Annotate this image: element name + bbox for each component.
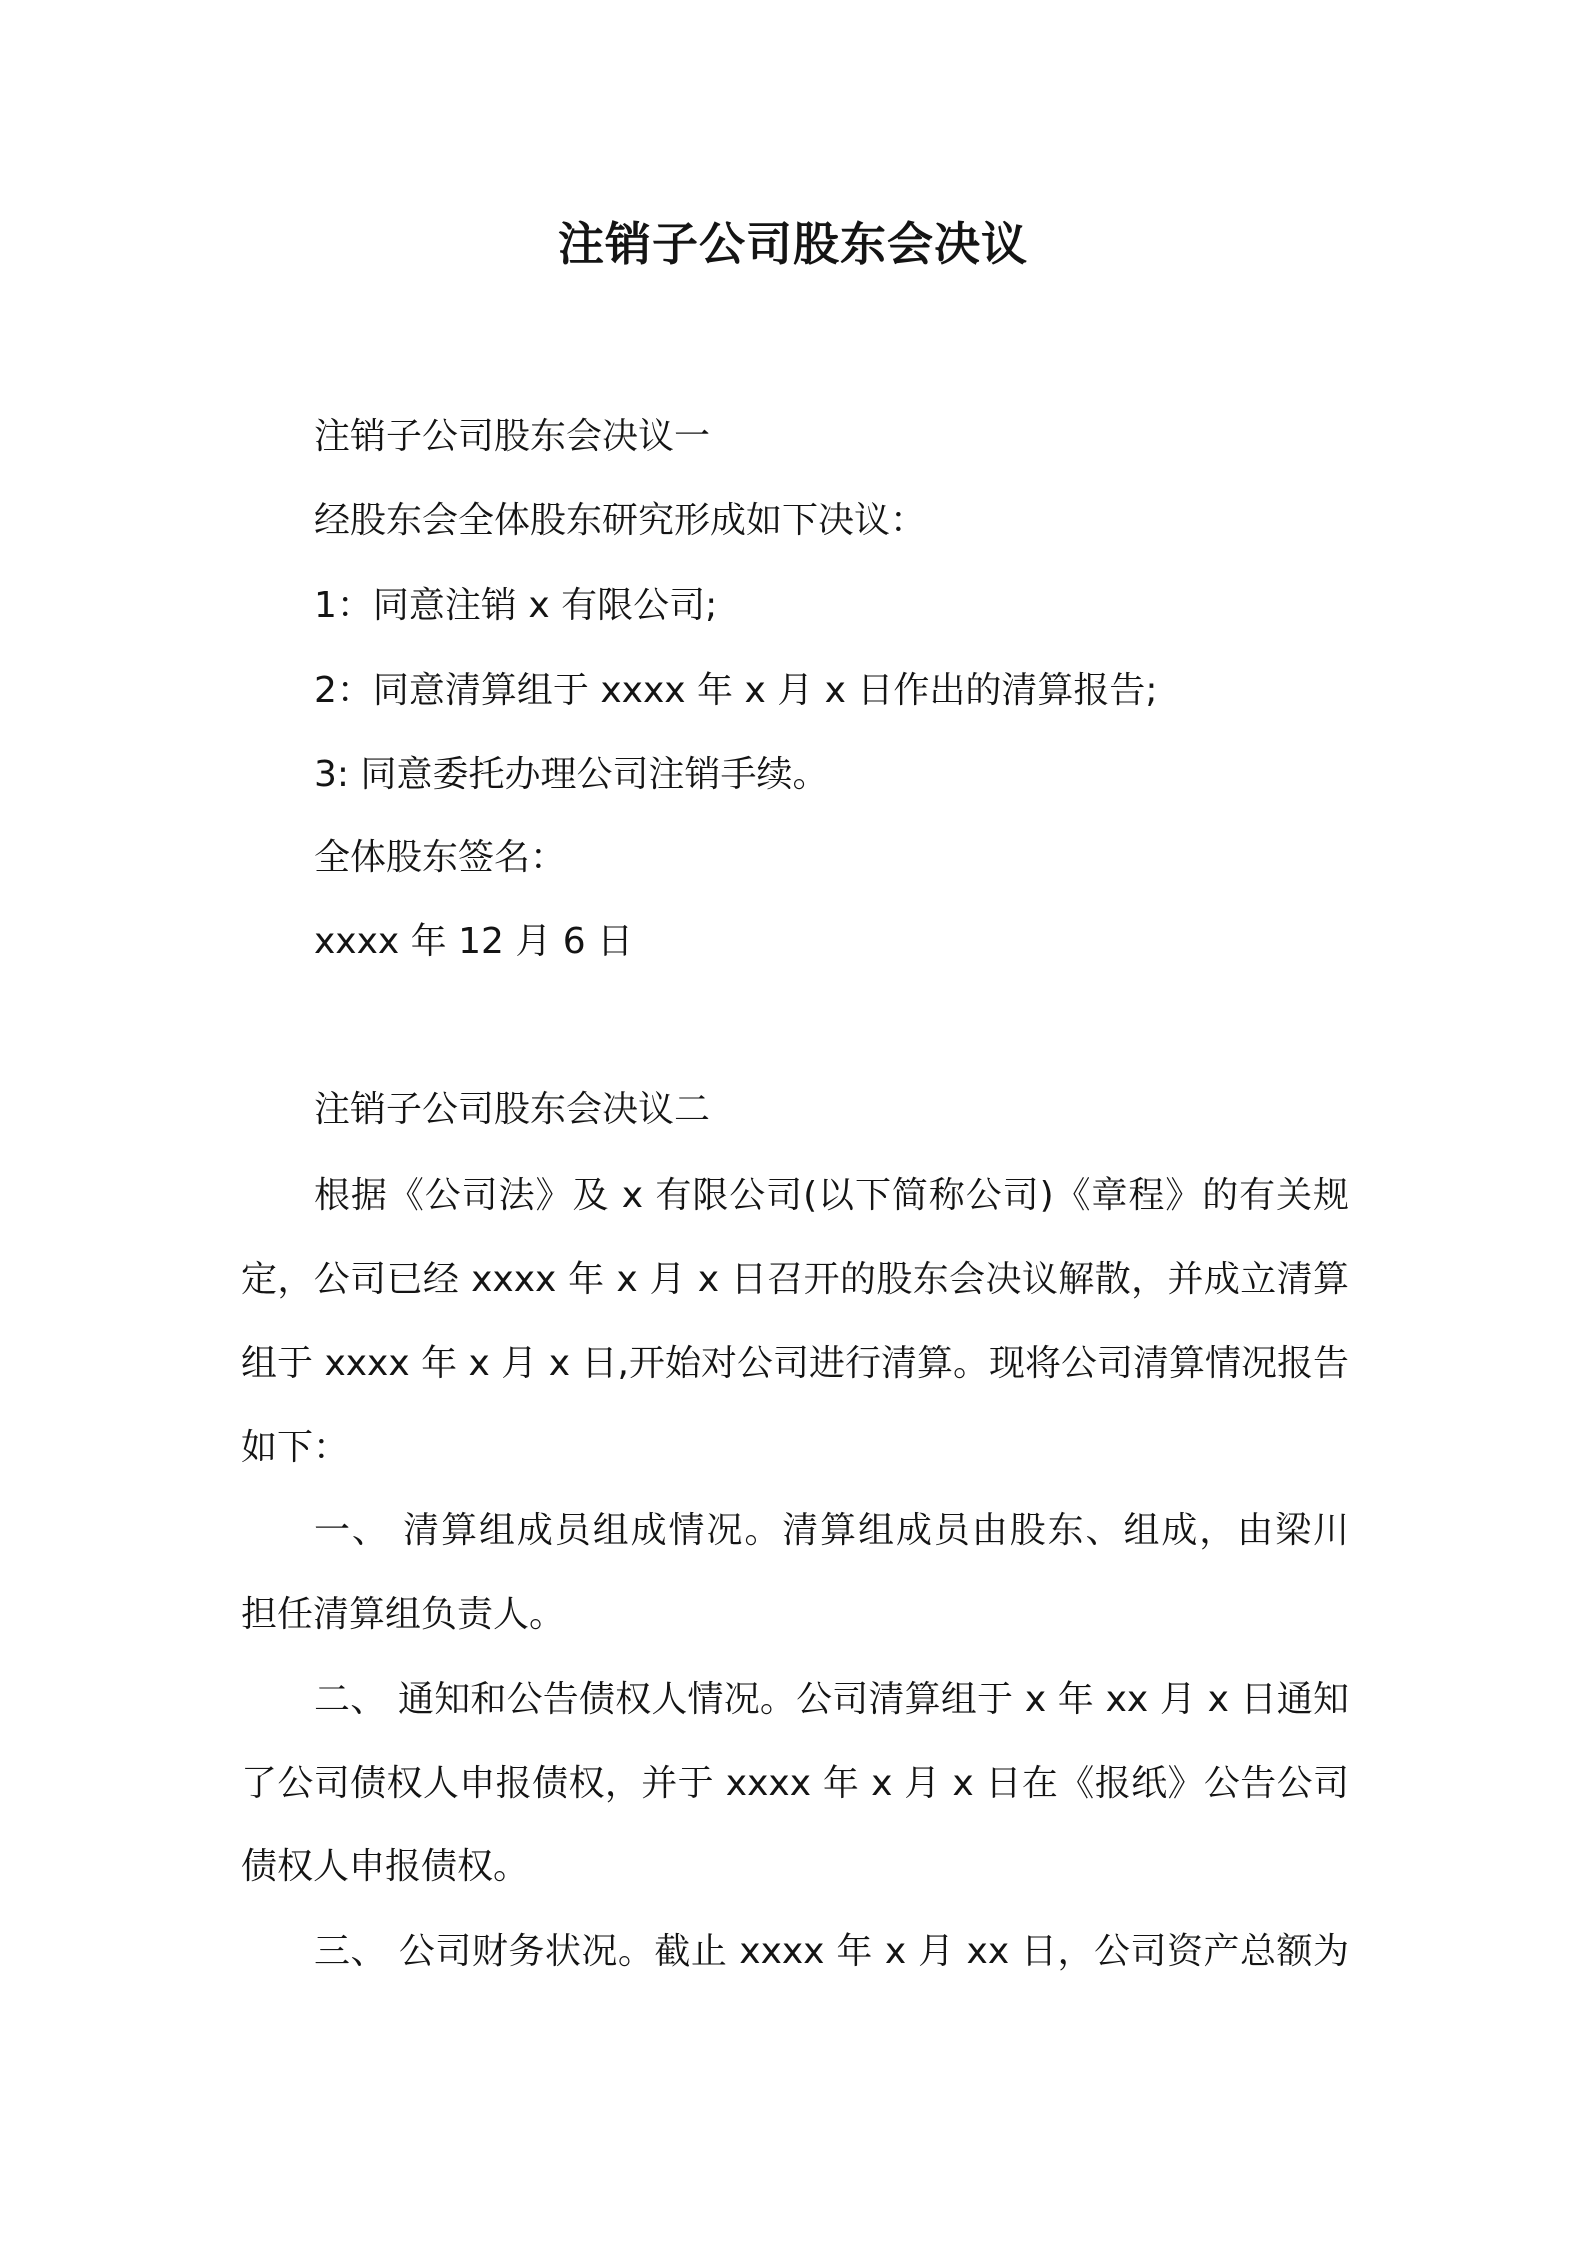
report-point-2-cont: 了公司债权人申报债权，并于 xxxx 年 x 月 x 日在《报纸》公告公司	[241, 1763, 1349, 1804]
paragraph-line: 如下：	[241, 1427, 350, 1468]
document-title: 注销子公司股东会决议	[558, 217, 1028, 271]
report-point-1-cont: 担任清算组负责人。	[241, 1594, 566, 1635]
signature-date: xxxx 年 12 月 6 日	[314, 921, 634, 962]
paragraph-line: 根据《公司法》及 x 有限公司(以下简称公司)《章程》的有关规	[314, 1175, 1349, 1216]
report-point-3: 三、 公司财务状况。截止 xxxx 年 x 月 xx 日，公司资产总额为	[314, 1931, 1349, 1972]
resolution-item-1: 1：同意注销 x 有限公司;	[314, 585, 718, 626]
resolution-item-2: 2：同意清算组于 xxxx 年 x 月 x 日作出的清算报告;	[314, 670, 1158, 711]
report-point-1: 一、 清算组成员组成情况。清算组成员由股东、组成，由梁川	[314, 1510, 1349, 1551]
section1-heading: 注销子公司股东会决议一	[314, 416, 711, 457]
section1-intro: 经股东会全体股东研究形成如下决议：	[314, 500, 927, 541]
report-point-2-cont: 债权人申报债权。	[241, 1846, 530, 1887]
resolution-item-3: 3: 同意委托办理公司注销手续。	[314, 754, 829, 795]
section2-heading: 注销子公司股东会决议二	[314, 1089, 711, 1130]
paragraph-line: 定，公司已经 xxxx 年 x 月 x 日召开的股东会决议解散，并成立清算	[241, 1259, 1349, 1300]
report-point-2: 二、 通知和公告债权人情况。公司清算组于 x 年 xx 月 x 日通知	[314, 1679, 1349, 1720]
paragraph-line: 组于 xxxx 年 x 月 x 日,开始对公司进行清算。现将公司清算情况报告	[241, 1343, 1349, 1384]
signature-label: 全体股东签名：	[314, 837, 567, 878]
